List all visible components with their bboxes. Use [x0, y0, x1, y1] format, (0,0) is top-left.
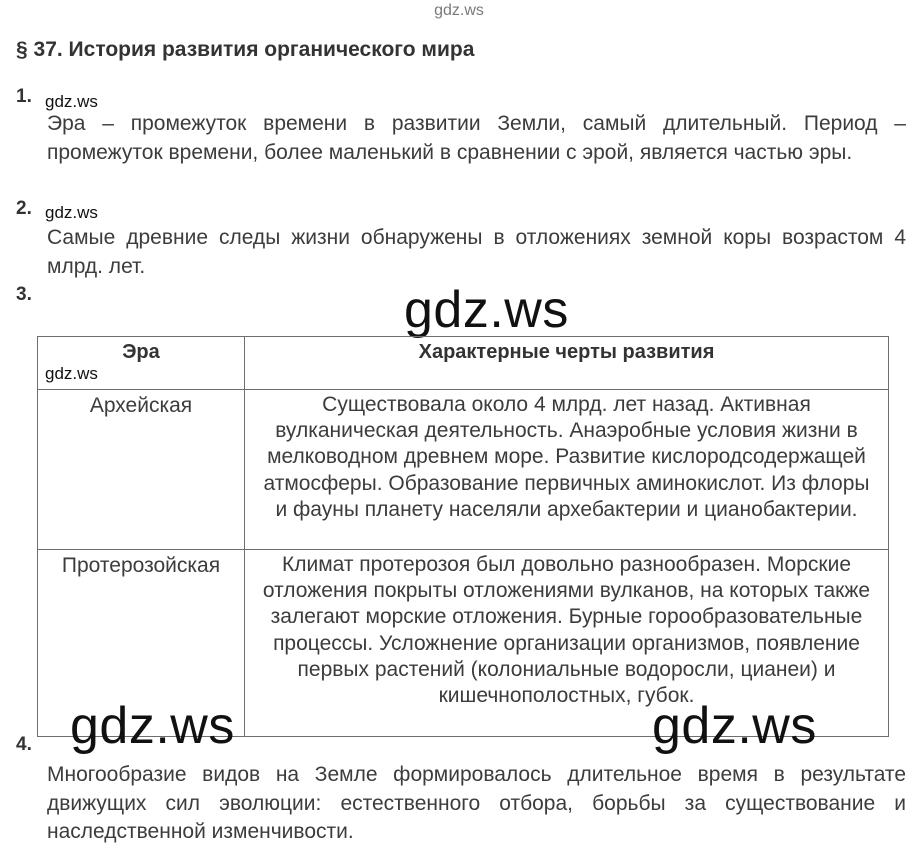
item-number-2: 2. — [16, 198, 32, 219]
item-number-3: 3. — [16, 284, 32, 305]
era-cell: Протерозойская — [38, 550, 245, 737]
watermark-large: gdz.ws — [652, 697, 817, 755]
watermark-top: gdz.ws — [434, 2, 484, 19]
table-row — [38, 390, 889, 550]
era-table — [37, 336, 889, 737]
column-header-era: Эра — [38, 337, 245, 390]
column-header-features: Характерные черты развития — [245, 337, 889, 390]
era-cell: Архейская — [38, 390, 245, 550]
watermark-small: gdz.ws — [45, 203, 98, 222]
item-text-4: Многообразие видов на Земле формировалось длительное время в результате движущих сил эволюции: естественного отбора, борьбы за существование и наследственной изменчивости. — [47, 763, 906, 843]
page-title: § 37. История развития органического мира — [16, 38, 475, 61]
features-cell: Климат протерозоя был довольно разнообразен. Морские отложения покрыты отложениями вулканов, на которых также залегают морские отложения. Бурные горообразовательные процессы. Усложнение организации организмов, появление первых растений (колониальные водоросли, цианеи) и кишечнополостных, губок. — [245, 550, 889, 737]
item-number-4: 4. — [16, 734, 32, 755]
features-cell: Существовала около 4 млрд. лет назад. Активная вулканическая деятельность. Анаэробные условия жизни в мелководном древнем море. Развитие кислородсодержащей атмосферы. Образование первичных аминокислот. Из флоры и фауны планету населяли архебактерии и цианобактерии. — [245, 390, 889, 550]
watermark-small: gdz.ws — [45, 92, 98, 111]
item-number-1: 1. — [16, 86, 32, 107]
watermark-large: gdz.ws — [404, 281, 569, 339]
watermark-small: gdz.ws — [45, 364, 98, 383]
watermark-large: gdz.ws — [70, 697, 235, 755]
table-header-row — [38, 337, 889, 390]
item-text-2: Самые древние следы жизни обнаружены в отложениях земной коры возрастом 4 млрд. лет. — [47, 226, 906, 278]
item-text-1: Эра – промежуток времени в развитии Земли, самый длительный. Период – промежуток времени, более маленький в сравнении с эрой, является частью эры. — [47, 112, 906, 164]
